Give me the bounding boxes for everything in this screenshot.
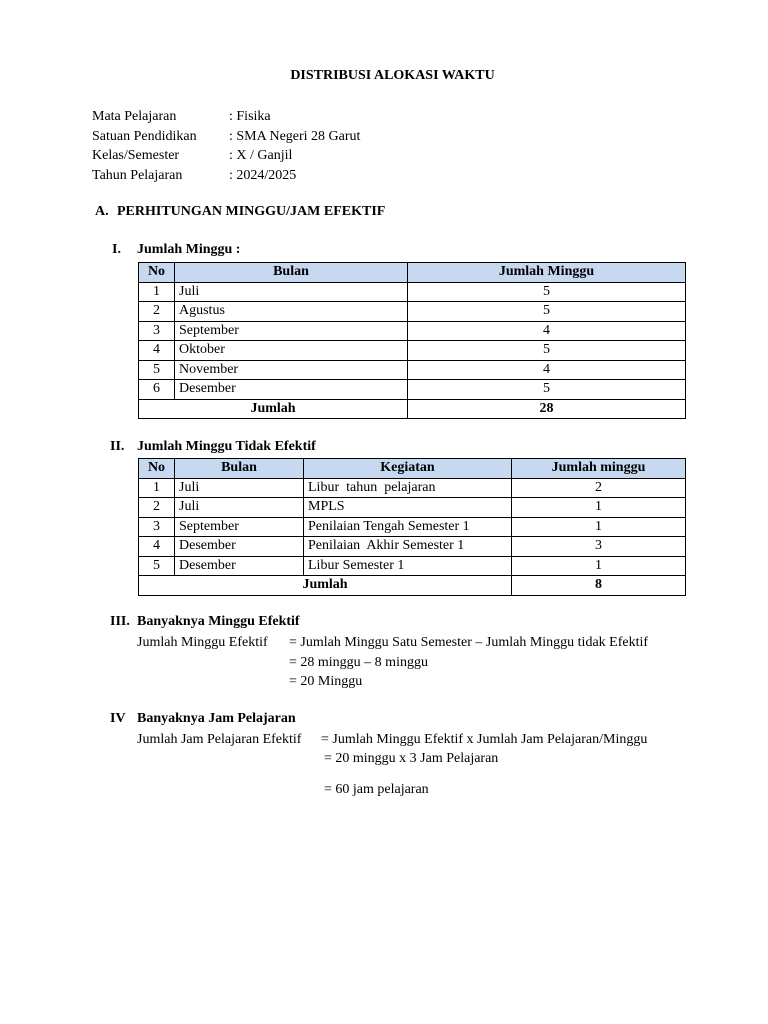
section-letter: A. — [95, 204, 109, 219]
cell-no: 6 — [139, 380, 175, 400]
cell-bulan: Desember — [175, 556, 304, 576]
meta-value: : 2024/2025 — [229, 167, 297, 183]
cell-bulan: Oktober — [175, 341, 408, 361]
table-row — [139, 556, 686, 576]
col-jumlah-minggu: Jumlah Minggu — [408, 263, 686, 283]
meta-row — [92, 166, 360, 186]
cell-jumlah: 5 — [408, 302, 686, 322]
cell-kegiatan: MPLS — [304, 498, 512, 518]
cell-kegiatan: Penilaian Tengah Semester 1 — [304, 517, 512, 537]
cell-no: 1 — [139, 282, 175, 302]
cell-jumlah: 4 — [408, 321, 686, 341]
meta-value: : SMA Negeri 28 Garut — [229, 128, 361, 144]
col-no: No — [139, 263, 175, 283]
cell-no: 4 — [139, 537, 175, 557]
calc-line: = 60 jam pelajaran — [324, 782, 429, 797]
cell-no: 5 — [139, 556, 175, 576]
table-row — [139, 478, 686, 498]
part-title: Jumlah Minggu Tidak Efektif — [137, 439, 316, 454]
cell-bulan: September — [175, 517, 304, 537]
cell-bulan: Agustus — [175, 302, 408, 322]
non-effective-weeks-table — [138, 458, 686, 596]
cell-bulan: Juli — [175, 282, 408, 302]
col-kegiatan: Kegiatan — [304, 459, 512, 479]
cell-jumlah: 4 — [408, 360, 686, 380]
part-title: Jumlah Minggu : — [137, 242, 241, 257]
calc-line: = Jumlah Minggu Efektif x Jumlah Jam Pelajaran/Minggu — [321, 732, 648, 747]
calc-label: Jumlah Jam Pelajaran Efektif — [137, 732, 302, 747]
cell-no: 2 — [139, 498, 175, 518]
page-title: DISTRIBUSI ALOKASI WAKTU — [290, 68, 495, 83]
part3-heading — [110, 614, 300, 630]
calc-label: Jumlah Minggu Efektif — [137, 635, 268, 650]
table-row — [139, 341, 686, 361]
part-number: I. — [112, 242, 121, 257]
meta-row — [92, 127, 360, 147]
table-row — [139, 282, 686, 302]
table-header-row — [139, 263, 686, 283]
col-no: No — [139, 459, 175, 479]
cell-no: 5 — [139, 360, 175, 380]
part2-heading — [110, 439, 316, 455]
cell-bulan: September — [175, 321, 408, 341]
table-header-row — [139, 459, 686, 479]
cell-bulan: Desember — [175, 380, 408, 400]
cell-no: 1 — [139, 478, 175, 498]
col-bulan: Bulan — [175, 263, 408, 283]
document-meta — [92, 107, 360, 185]
table-row — [139, 498, 686, 518]
cell-no: 2 — [139, 302, 175, 322]
cell-kegiatan: Libur Semester 1 — [304, 556, 512, 576]
meta-value: : Fisika — [229, 109, 271, 124]
section-title: PERHITUNGAN MINGGU/JAM EFEKTIF — [117, 204, 386, 219]
section-a-heading — [95, 204, 385, 220]
part-title: Banyaknya Minggu Efektif — [137, 614, 300, 629]
cell-jumlah: 5 — [408, 341, 686, 361]
cell-jumlah: 2 — [512, 478, 686, 498]
col-bulan: Bulan — [175, 459, 304, 479]
part-number: IV — [110, 711, 126, 726]
total-label: Jumlah — [139, 399, 408, 419]
total-label: Jumlah — [139, 576, 512, 596]
cell-bulan: Juli — [175, 478, 304, 498]
table-row — [139, 302, 686, 322]
calc-line: = 20 minggu x 3 Jam Pelajaran — [324, 751, 499, 766]
cell-no: 3 — [139, 517, 175, 537]
cell-jumlah: 1 — [512, 498, 686, 518]
table-row — [139, 321, 686, 341]
total-value: 28 — [408, 399, 686, 419]
cell-kegiatan: Libur tahun pelajaran — [304, 478, 512, 498]
cell-bulan: Desember — [175, 537, 304, 557]
meta-label: Tahun Pelajaran — [92, 167, 183, 183]
meta-label: Kelas/Semester — [92, 148, 180, 163]
cell-jumlah: 5 — [408, 282, 686, 302]
cell-jumlah: 1 — [512, 556, 686, 576]
total-value: 8 — [512, 576, 686, 596]
meta-row — [92, 107, 360, 127]
calc-line: = 20 Minggu — [289, 674, 363, 689]
meta-value: : X / Ganjil — [229, 148, 293, 163]
meta-row — [92, 146, 360, 166]
weeks-table — [138, 262, 686, 419]
part-number: II. — [110, 439, 125, 454]
table-row — [139, 380, 686, 400]
cell-bulan: Juli — [175, 498, 304, 518]
cell-kegiatan: Penilaian Akhir Semester 1 — [304, 537, 512, 557]
part4-heading — [110, 711, 296, 727]
calc-line: = 28 minggu – 8 minggu — [289, 655, 428, 670]
cell-no: 4 — [139, 341, 175, 361]
cell-bulan: November — [175, 360, 408, 380]
cell-jumlah: 1 — [512, 517, 686, 537]
meta-label: Mata Pelajaran — [92, 109, 177, 124]
table-total-row — [139, 399, 686, 419]
table-row — [139, 537, 686, 557]
table-row — [139, 517, 686, 537]
table-total-row — [139, 576, 686, 596]
cell-jumlah: 3 — [512, 537, 686, 557]
part1-heading — [112, 242, 240, 258]
cell-no: 3 — [139, 321, 175, 341]
table-row — [139, 360, 686, 380]
cell-jumlah: 5 — [408, 380, 686, 400]
part-number: III. — [110, 614, 130, 629]
calc-line: = Jumlah Minggu Satu Semester – Jumlah Minggu tidak Efektif — [289, 635, 649, 650]
part-title: Banyaknya Jam Pelajaran — [137, 711, 296, 726]
meta-label: Satuan Pendidikan — [92, 128, 197, 144]
col-jumlah-minggu: Jumlah minggu — [512, 459, 686, 479]
